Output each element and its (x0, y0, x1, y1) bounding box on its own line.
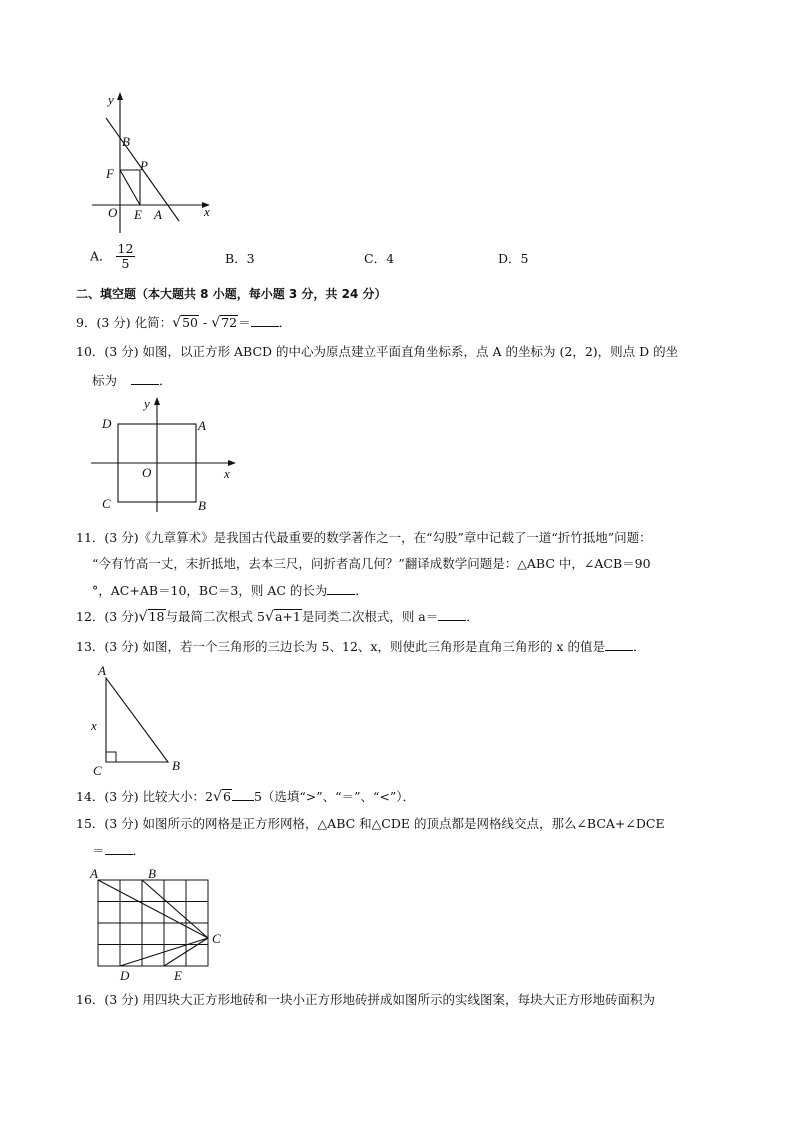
q9-radicand-1: 50 (182, 315, 199, 330)
q9-minus: - (199, 315, 212, 330)
q12-radicand-2: a+1 (274, 609, 301, 624)
q13-answer-blank[interactable] (605, 638, 633, 651)
q15-line-2 (92, 842, 145, 859)
q8-option-b: B．3 (225, 251, 255, 266)
q9-end: ． (278, 315, 292, 330)
q9-sqrt-2: √ 72 (211, 315, 238, 331)
fig8-label-E: E (134, 207, 142, 222)
q9-radicand-2: 72 (221, 315, 238, 330)
q8-figure (84, 88, 224, 238)
q12-mid: 与最简二次根式 5 (165, 609, 265, 624)
q13-figure (86, 660, 196, 780)
q9-prefix: 9．(3 分) 化简： (76, 315, 173, 330)
q11-line-1: 11．(3 分)《九章算术》是我国古代最重要的数学著作之一，在“勾股”章中记载了一道“折竹抵地”问题： (76, 530, 652, 545)
fig10-label-A: A (198, 418, 206, 433)
q8-option-c: C．4 (364, 251, 395, 266)
q8-option-a-den: 5 (121, 256, 130, 271)
q10-line-2-text: 标为 (92, 373, 118, 388)
q11-line-3-text: °，AC+AB＝10，BC＝3，则 AC 的长为 (92, 583, 328, 598)
q11-line-3 (92, 582, 368, 599)
fig13-label-x: x (91, 718, 97, 733)
fig13-label-C: C (93, 763, 102, 778)
q12-sqrt-1: √ 18 (138, 609, 165, 625)
q12-answer-blank[interactable] (438, 608, 466, 621)
fig8-label-O: O (108, 205, 118, 220)
fig10-label-x: x (224, 466, 230, 481)
fig15-label-B: B (148, 866, 156, 881)
fig13-label-B: B (172, 758, 180, 773)
fig10-label-O: O (142, 465, 152, 480)
q11-line-2: “今有竹高一丈，末折抵地，去本三尺，问折者高几何？”翻译成数学问题是：△ABC 中，∠ACB＝90 (92, 556, 651, 571)
q15-end: ． (132, 843, 146, 858)
fig10-label-B: B (198, 498, 206, 513)
q9 (76, 314, 291, 331)
q14 (76, 788, 415, 805)
fig13-label-A: A (98, 663, 106, 678)
q13-end: ． (632, 639, 646, 654)
q9-sqrt-1: √ 50 (172, 315, 199, 331)
q16: 16．(3 分) 用四块大正方形地砖和一块小正方形地砖拼成如图所示的实线图案，每块大正方形地砖面积为 (76, 992, 656, 1007)
q8-option-d: D．5 (498, 251, 529, 266)
q15-answer-blank[interactable] (105, 842, 133, 855)
q14-prefix: 14．(3 分) 比较大小：2 (76, 789, 214, 804)
q14-sqrt: √ 6 (213, 789, 231, 805)
q15-line-1: 15．(3 分) 如图所示的网格是正方形网格，△ABC 和△CDE 的顶点都是网格线交点，那么∠BCA+∠DCE (76, 816, 665, 831)
q14-radicand: 6 (223, 789, 231, 804)
fig15-label-D: D (120, 968, 130, 983)
fig15-label-E: E (174, 968, 182, 983)
q12-radicand-1: 18 (148, 609, 165, 624)
q11-end: ． (355, 583, 368, 598)
q14-answer-blank[interactable] (232, 788, 254, 801)
q12-end: ． (466, 609, 479, 624)
fig8-label-B: B (122, 134, 130, 149)
q15-line-2-text: ＝ (92, 843, 105, 858)
fig10-label-D: D (102, 416, 112, 431)
q10-end: ． (159, 373, 172, 388)
q10-answer-blank[interactable] (131, 372, 159, 385)
fig8-label-y: y (108, 92, 114, 107)
q8-option-a-label: A． (90, 248, 112, 264)
q12-sqrt-2: √ a+1 (264, 609, 301, 625)
fig15-label-A: A (90, 866, 98, 881)
fig8-label-F: F (106, 166, 114, 181)
fig10-label-C: C (102, 496, 111, 511)
q12-prefix: 12．(3 分) (76, 609, 139, 624)
fig8-label-P: P (140, 158, 148, 173)
fig8-label-x: x (204, 204, 210, 219)
q12-suffix: 是同类二次根式，则 a＝ (301, 609, 439, 624)
q8-option-a (90, 242, 135, 271)
q10-line-1: 10．(3 分) 如图，以正方形 ABCD 的中心为原点建立平面直角坐标系，点 A 的坐标为 (2，2)，则点 D 的坐 (76, 344, 679, 359)
q13 (76, 638, 645, 655)
q8-option-a-fraction (116, 242, 136, 271)
fig10-label-y: y (144, 396, 150, 411)
q10-line-2 (92, 372, 172, 389)
q9-answer-blank[interactable] (251, 314, 279, 327)
q13-text: 13．(3 分) 如图，若一个三角形的三边长为 5、12、x，则使此三角形是直角三角形的 x 的值是 (76, 639, 605, 654)
q9-equals: ＝ (238, 315, 251, 330)
q10-figure (86, 394, 246, 516)
q14-suffix: 5（选填“>”、“＝”、“<”）． (253, 789, 415, 804)
q12 (76, 608, 479, 625)
q8-option-a-num: 12 (117, 241, 134, 256)
q11-answer-blank[interactable] (327, 582, 355, 595)
section-2-title: 二、填空题（本大题共 8 小题，每小题 3 分，共 24 分） (76, 287, 387, 301)
q15-figure (86, 866, 231, 984)
fig8-label-A: A (154, 207, 162, 222)
fig15-label-C: C (212, 931, 221, 946)
